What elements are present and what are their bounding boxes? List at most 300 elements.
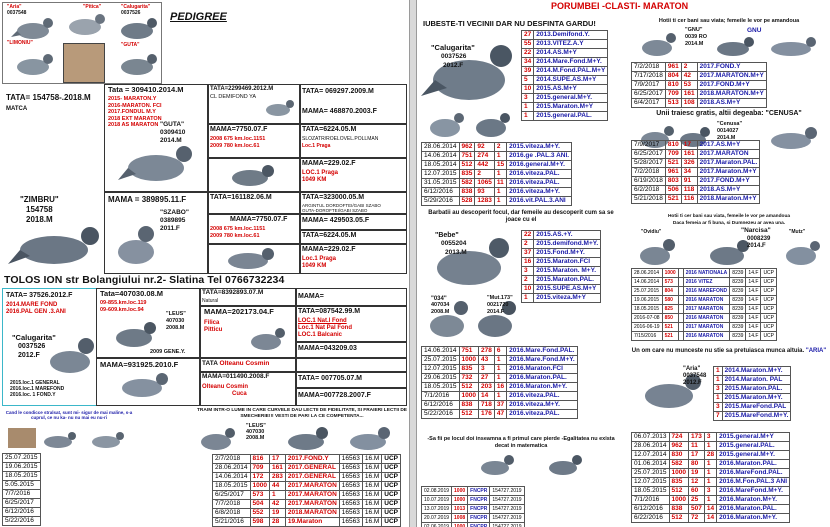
- footer-results-table: [212, 454, 401, 527]
- b034-ring: 407034: [431, 302, 450, 308]
- table-cell: 816: [250, 455, 269, 464]
- table-cell: 18.05.2014: [422, 161, 460, 170]
- table-cell: 1000: [669, 496, 688, 505]
- table-row: [213, 473, 401, 482]
- table-cell: 6/4/2017: [632, 99, 666, 108]
- table-cell: 17: [270, 455, 286, 464]
- table-cell: 12: [689, 478, 705, 487]
- table-cell: 1000: [459, 392, 478, 401]
- table-cell: 1000: [662, 269, 678, 278]
- table-cell: 724: [669, 433, 688, 442]
- table-row: [522, 276, 601, 285]
- table-cell: 1: [704, 460, 716, 469]
- table-cell: 2016.Maraton.M+Y.: [717, 514, 790, 523]
- table-cell: 14.06.2014: [422, 152, 460, 161]
- pigeon-photo: [344, 424, 400, 454]
- table-cell: 7/15/2016: [632, 332, 663, 341]
- table-cell: 2016 MAREFOND: [683, 287, 730, 296]
- table-cell: 7/9/2017: [632, 141, 666, 150]
- table-cell: 2016.general.M+Y.: [507, 161, 572, 170]
- cenusa-table: [631, 140, 760, 204]
- pigeon-photo: [44, 334, 102, 380]
- quote-2: Barbatii au descoperit focul, dar femeile au descoperit cum sa se joace cu el: [428, 210, 614, 223]
- table-cell: 513: [665, 99, 681, 108]
- table-cell: 02.08.2019: [422, 487, 452, 496]
- table-cell: 7/1/2016: [422, 392, 460, 401]
- table-cell: 2013.VITEZ.A.Y: [534, 40, 608, 49]
- table-cell: 2018.MARATON: [285, 509, 339, 518]
- table-cell: 2015.Maraton.M+Y: [534, 103, 608, 112]
- table-cell: 12.07.2015: [632, 478, 670, 487]
- table-cell: 11: [494, 179, 506, 188]
- table-row: [522, 285, 601, 294]
- table-cell: 31.05.2015: [422, 179, 460, 188]
- table-cell: 1: [494, 374, 506, 383]
- results-table-2: [521, 230, 601, 303]
- table-row: [422, 152, 572, 161]
- pigeon-photo: [282, 424, 338, 454]
- mut-year: 2014.F: [487, 309, 505, 315]
- table-cell: 1: [494, 392, 506, 401]
- table-cell: 2016.Maraton.M+Y.: [507, 383, 578, 392]
- table-cell: 118: [681, 186, 697, 195]
- table-cell: 2015.MareFond.M+Y.: [722, 412, 791, 421]
- table-row: [632, 99, 767, 108]
- table-cell: 7/7/2016: [3, 490, 41, 499]
- table-cell: 2015.general.PAL.: [717, 442, 790, 451]
- table-cell: 16: [494, 383, 506, 392]
- table-cell: 28.06.2014: [422, 143, 460, 152]
- table-cell: 18.05.2015: [213, 482, 251, 491]
- table-cell: 8239: [730, 314, 746, 323]
- table-cell: 25.07.2015: [422, 356, 460, 365]
- table-cell: 22: [522, 231, 534, 240]
- table-cell: 176: [479, 410, 495, 419]
- narcisa-ring: 0008239: [747, 236, 771, 242]
- table-cell: 8239: [730, 269, 746, 278]
- table-cell: 2016-06-19: [632, 323, 663, 332]
- table-cell: 5/28/2017: [632, 159, 666, 168]
- table-cell: 326: [681, 159, 697, 168]
- leus-ring: 407030: [166, 318, 185, 324]
- cenusa-year: 2014.M: [717, 135, 736, 141]
- table-cell: 2016.viteza.PAL.: [507, 410, 578, 419]
- table-cell: 161: [681, 150, 697, 159]
- table-row: [522, 58, 608, 67]
- tata-k-notes: LOC.1 Nat.l Fond Loc.1 Nat Pal Fond LOC.1 Balcanic: [298, 318, 353, 338]
- table-row: [714, 385, 791, 394]
- table-cell: 804: [662, 287, 678, 296]
- table-cell: UCP: [382, 482, 401, 491]
- aria-name: "Aria": [683, 366, 701, 372]
- table-cell: 512: [669, 514, 688, 523]
- results-detail-table-1: [421, 142, 572, 206]
- table-cell: UCP: [382, 509, 401, 518]
- table-cell: 2016.Mare.Fond.PAL.: [507, 347, 578, 356]
- gnu-name: "GNU": [685, 27, 703, 33]
- guta-year: 2014.M: [160, 137, 182, 144]
- table-row: [632, 269, 777, 278]
- table-cell: 512: [669, 487, 688, 496]
- pigeon-photo: [112, 222, 162, 270]
- leus-year: 2008.M: [166, 325, 185, 331]
- table-cell: 2016.Maraton.PAL.: [507, 374, 578, 383]
- table-cell: 7/2/2018: [632, 63, 666, 72]
- table-row: [213, 509, 401, 518]
- table-cell: 6: [494, 347, 506, 356]
- table-cell: 2016.M.Fon.PAL.3 ANI: [717, 478, 790, 487]
- table-cell: 442: [475, 161, 494, 170]
- table-cell: UCP: [382, 473, 401, 482]
- table-row: [632, 478, 790, 487]
- table-cell: 2015.Maraton.M+Y.: [722, 394, 791, 403]
- footer-leus-year: 2008.M: [246, 435, 265, 441]
- calugarita-year: 2012.F: [18, 352, 40, 359]
- table-cell: 2016-07-08: [632, 314, 663, 323]
- table-row: [522, 40, 608, 49]
- table-row: [522, 49, 608, 58]
- table-cell: 2016 VITEZ: [683, 278, 730, 287]
- table-cell: 161: [681, 90, 697, 99]
- footer-left-header: Cand le condicce stralsat, sunt mi- sigur de mai maline, s-a cuprul, ce nu ka- nu nu mai eu nu-ri: [5, 410, 133, 420]
- table-cell: 7/9/2017: [632, 81, 666, 90]
- table-row: [714, 394, 791, 403]
- table-cell: FNCPR: [468, 514, 490, 523]
- bebe-ring: 0055204: [441, 240, 467, 247]
- table-cell: 2015.viteza.M+Y.: [507, 143, 572, 152]
- table-row: [632, 81, 767, 90]
- table-row: [422, 505, 525, 514]
- table-cell: 22: [522, 49, 534, 58]
- table-cell: 6/12/2016: [3, 508, 41, 517]
- table-cell: UCP: [761, 296, 777, 305]
- table-cell: 850: [662, 314, 678, 323]
- aria-year: 2012.F: [683, 380, 702, 386]
- table-cell: 5/22/2016: [3, 517, 41, 526]
- tata-f-label: TATA=323000.05.M: [302, 194, 365, 201]
- marathon-title: PORUMBEI -CLASTI- MARATON: [551, 1, 689, 11]
- table-cell: 835: [459, 170, 475, 179]
- table-cell: 19.06.2015: [632, 296, 663, 305]
- table-cell: 172: [250, 473, 269, 482]
- pigeon-photo: [637, 28, 683, 60]
- table-cell: 16.M: [362, 518, 381, 527]
- table-cell: 2016.Maraton.FCI: [507, 365, 578, 374]
- table-cell: 2014.Mare.Fond.M+Y.: [534, 58, 608, 67]
- table-cell: 28.06.2014: [213, 464, 251, 473]
- table-cell: 16.M: [362, 509, 381, 518]
- table-cell: 6/12/2016: [632, 505, 670, 514]
- table-cell: 37: [494, 401, 506, 410]
- table-cell: 5/21/2016: [213, 518, 251, 527]
- pigeon-photo: [781, 236, 827, 270]
- narcisa-name: "Narcisa": [741, 227, 771, 234]
- table-cell: 751: [459, 152, 475, 161]
- owner-photo: [63, 43, 105, 83]
- pigeon-photo: [110, 318, 164, 352]
- table-cell: 16.M: [362, 455, 381, 464]
- table-cell: 552: [250, 509, 269, 518]
- table-row: [3, 517, 41, 526]
- table-cell: 709: [250, 464, 269, 473]
- table-cell: 1283: [475, 197, 494, 206]
- mama-g-label: MAMA=229.02.F: [302, 246, 356, 253]
- table-cell: 1: [714, 376, 723, 385]
- table-row: [714, 403, 791, 412]
- mama-main-label: MAMA = 389895.11.F: [108, 195, 187, 204]
- table-cell: 93: [475, 188, 494, 197]
- table-cell: 14.F: [746, 296, 761, 305]
- table-row: [213, 464, 401, 473]
- pedigree-page: [0, 0, 409, 527]
- table-cell: 55: [522, 40, 534, 49]
- table-cell: UCP: [761, 287, 777, 296]
- mama-top-label: MAMA=: [298, 293, 324, 300]
- tata-l-label: TATA Olteanu Cosmin: [202, 360, 270, 367]
- table-cell: 1000: [250, 482, 269, 491]
- table-cell: 2016 MARATON: [683, 314, 730, 323]
- table-row: [422, 401, 578, 410]
- results-detail-table-2: [421, 346, 578, 419]
- table-row: [213, 500, 401, 509]
- table-cell: 14.F: [746, 323, 761, 332]
- table-cell: 521: [665, 159, 681, 168]
- table-row: [632, 496, 790, 505]
- table-cell: 14.F: [746, 314, 761, 323]
- table-cell: 2015.general.PAL.: [534, 112, 608, 121]
- table-cell: 1: [494, 197, 506, 206]
- table-cell: 2014.Maraton.M+Y.: [722, 367, 791, 376]
- table-cell: 3: [479, 365, 495, 374]
- table-cell: 512: [459, 410, 478, 419]
- table-cell: 7/1/2016: [632, 496, 670, 505]
- quote-r3: Hotii ti cer bani sau viata, femeile le vor pe amandoua: [667, 214, 791, 219]
- table-cell: 751: [459, 347, 478, 356]
- table-cell: 2: [522, 276, 534, 285]
- table-row: [522, 258, 601, 267]
- table-cell: 14.06.2014: [213, 473, 251, 482]
- mama-g-notes: Loc.1 Praga 1049 KM: [302, 256, 337, 269]
- tata-b-label: TATA=2299469.2012.M: [210, 86, 274, 92]
- table-cell: 16563: [339, 464, 362, 473]
- bird-name: "Pitica": [83, 4, 102, 10]
- table-cell: FNCPR: [468, 505, 490, 514]
- table-row: [714, 376, 791, 385]
- table-row: [632, 168, 760, 177]
- table-cell: 2015.Maraton. M+Y.: [534, 267, 601, 276]
- table-row: [3, 481, 41, 490]
- table-cell: 12.07.2015: [422, 365, 460, 374]
- calugarita-ring: 0037526: [18, 343, 46, 350]
- table-cell: 173: [689, 433, 705, 442]
- table-cell: 15: [494, 161, 506, 170]
- table-cell: 37: [522, 249, 534, 258]
- table-row: [213, 518, 401, 527]
- table-cell: 5: [522, 76, 534, 85]
- marathon-page: [417, 0, 830, 527]
- table-cell: 6/19/2018: [632, 177, 666, 186]
- table-cell: 14: [704, 514, 716, 523]
- mama-e-notes: 2008 675 km.loc.1151 2009 780 km.loc.61: [210, 226, 266, 239]
- pigeon-photo: [40, 430, 84, 452]
- table-cell: 8239: [730, 305, 746, 314]
- table-cell: 2017 MARATON: [683, 305, 730, 314]
- table-cell: 6/12/2016: [422, 188, 460, 197]
- cenusa-ring: 0014027: [717, 128, 739, 134]
- table-cell: 14.F: [746, 278, 761, 287]
- table-cell: 2017.MARATON.M+Y: [697, 72, 766, 81]
- cenusa-name: "Cenusa": [717, 121, 743, 127]
- pigeon-photo: [262, 96, 298, 120]
- table-cell: 961: [665, 168, 681, 177]
- results-table-1: [521, 30, 608, 121]
- table-cell: 2017.MARATON: [285, 500, 339, 509]
- table-cell: 2017.FOND.Y: [285, 455, 339, 464]
- table-row: [632, 460, 790, 469]
- table-cell: 2016 MARATON: [683, 332, 730, 341]
- table-cell: 27: [522, 31, 534, 40]
- mama-f-label: MAMA= 429503.05.F: [302, 217, 370, 224]
- table-cell: 2016.MareFond.PAL.: [717, 469, 790, 478]
- table-cell: 838: [669, 505, 688, 514]
- table-cell: 2015.Fond.M+Y.: [534, 249, 601, 258]
- pigeon-photo: [115, 49, 161, 79]
- tata-f-notes: ARGINTUL DORDOFTEI/GABI SZABO GUTA-DOROFTEI/GABI SZABO: [302, 203, 381, 213]
- table-cell: 2015.demifond.M+Y.: [534, 240, 601, 249]
- aria-detail-table: [631, 432, 790, 523]
- table-row: [522, 94, 608, 103]
- table-cell: 2014.SUPE.AS.M+Y: [534, 76, 608, 85]
- table-cell: 34: [681, 168, 697, 177]
- table-cell: 2014.Maraton. PAL: [722, 376, 791, 385]
- table-cell: 2016.Mare.Fond.M+Y.: [507, 356, 578, 365]
- table-cell: 16.M: [362, 500, 381, 509]
- table-cell: 2015.Maraton.FCI: [534, 258, 601, 267]
- table-cell: 2015.AS.+Y.: [534, 231, 601, 240]
- table-cell: 2016 MARATON: [683, 296, 730, 305]
- table-cell: 2: [681, 63, 697, 72]
- table-cell: 14.06.2014: [632, 278, 663, 287]
- table-cell: 2015.general.M+Y.: [717, 451, 790, 460]
- calugarita-notes: 2015.loc.1 GENERAL 2016.loc.1 MAREFOND 2016.loc. 1 FOND.Y: [10, 380, 65, 398]
- table-row: [632, 442, 790, 451]
- tata-j-label: TATA=8392893.07.M: [202, 289, 264, 296]
- table-cell: 278: [479, 347, 495, 356]
- table-row: [3, 490, 41, 499]
- table-cell: 02.06.2019: [422, 523, 452, 527]
- table-row: [632, 314, 777, 323]
- guta-ring: 0309410: [160, 129, 186, 136]
- table-cell: 8239: [730, 278, 746, 287]
- table-cell: 2016.MareFond.M+Y.: [717, 487, 790, 496]
- pigeon-photo: [222, 246, 282, 272]
- table-cell: 13.07.2019: [422, 505, 452, 514]
- table-cell: 838: [459, 401, 478, 410]
- table-cell: 506: [665, 186, 681, 195]
- table-cell: 2015.general.M+Y: [717, 433, 790, 442]
- narcisa-table: [631, 268, 777, 341]
- table-cell: 2/7/2018: [213, 455, 251, 464]
- table-cell: 6/25/2017: [632, 90, 666, 99]
- table-cell: 2017.Maraton.PAL.: [697, 159, 760, 168]
- table-row: [632, 332, 777, 341]
- table-row: [632, 177, 760, 186]
- table-cell: 116: [681, 195, 697, 204]
- table-cell: 17: [681, 141, 697, 150]
- table-cell: 154727.2019: [490, 496, 524, 505]
- table-cell: 14.F: [746, 287, 761, 296]
- pigeon-photo: [11, 49, 59, 79]
- table-row: [522, 294, 601, 303]
- footer-small-table: [2, 453, 41, 526]
- table-cell: 16563: [339, 500, 362, 509]
- table-row: [522, 85, 608, 94]
- quote-r1: Hotii ti cer bani sau viata; femeile le vor pe amandoua: [658, 18, 800, 24]
- table-cell: UCP: [382, 500, 401, 509]
- table-cell: 16563: [339, 509, 362, 518]
- tata-g-label: TATA=6224.05.M: [302, 232, 357, 239]
- table-cell: 274: [475, 152, 494, 161]
- table-row: [422, 179, 572, 188]
- pigeon-photo: [226, 162, 282, 190]
- table-cell: 8239: [730, 287, 746, 296]
- table-row: [422, 143, 572, 152]
- table-row: [3, 472, 41, 481]
- mutz-name: "Mutz": [789, 229, 806, 235]
- footer-leus-ring: 407030: [246, 429, 265, 435]
- table-cell: 2: [522, 240, 534, 249]
- pigeon-photo: [477, 452, 521, 480]
- calugarita-ring: 0037526: [441, 53, 467, 60]
- mama-l-label: MAMA=011490.2008.F: [202, 373, 270, 380]
- table-cell: 825: [662, 305, 678, 314]
- pigeon-photo: [425, 108, 471, 142]
- table-row: [422, 356, 578, 365]
- table-cell: 14.F: [746, 305, 761, 314]
- table-cell: 14: [479, 392, 495, 401]
- table-row: [422, 514, 525, 523]
- table-cell: UCP: [761, 323, 777, 332]
- table-cell: 6/22/2016: [632, 514, 670, 523]
- table-row: [632, 469, 790, 478]
- table-cell: 18.05.2015: [422, 383, 460, 392]
- table-cell: 2017.FOND.M+Y: [697, 177, 760, 186]
- tata-k-label: TATA=087542.99.M: [298, 308, 361, 315]
- table-cell: 2014.M.Fond.PAL.M+Y: [534, 67, 608, 76]
- table-row: [422, 170, 572, 179]
- bird-name: "Aria": [7, 4, 22, 10]
- filica-notes: Filica Pitticu: [204, 320, 223, 333]
- table-cell: UCP: [382, 518, 401, 527]
- table-row: [522, 103, 608, 112]
- pigeon-photo: [246, 324, 292, 354]
- table-cell: 10.07.2019: [422, 496, 452, 505]
- table-row: [632, 278, 777, 287]
- zimbru-year: 2018.M: [26, 215, 53, 224]
- table-cell: 2016.viteza.PAL.: [507, 392, 578, 401]
- table-cell: 25: [689, 496, 705, 505]
- photo-collage: [2, 2, 162, 84]
- table-cell: 29.06.2015: [422, 374, 460, 383]
- table-cell: 2016.viteza.M+Y.: [507, 188, 572, 197]
- table-cell: 5/21/2018: [632, 195, 666, 204]
- table-cell: 2015.AS.M+Y: [534, 85, 608, 94]
- gnu-label: GNU: [747, 27, 762, 34]
- mama-k-label: MAMA=043209.03: [298, 345, 357, 352]
- table-cell: 1: [714, 367, 723, 376]
- szabo-year: 2011.F: [160, 225, 180, 232]
- table-cell: 16.M: [362, 464, 381, 473]
